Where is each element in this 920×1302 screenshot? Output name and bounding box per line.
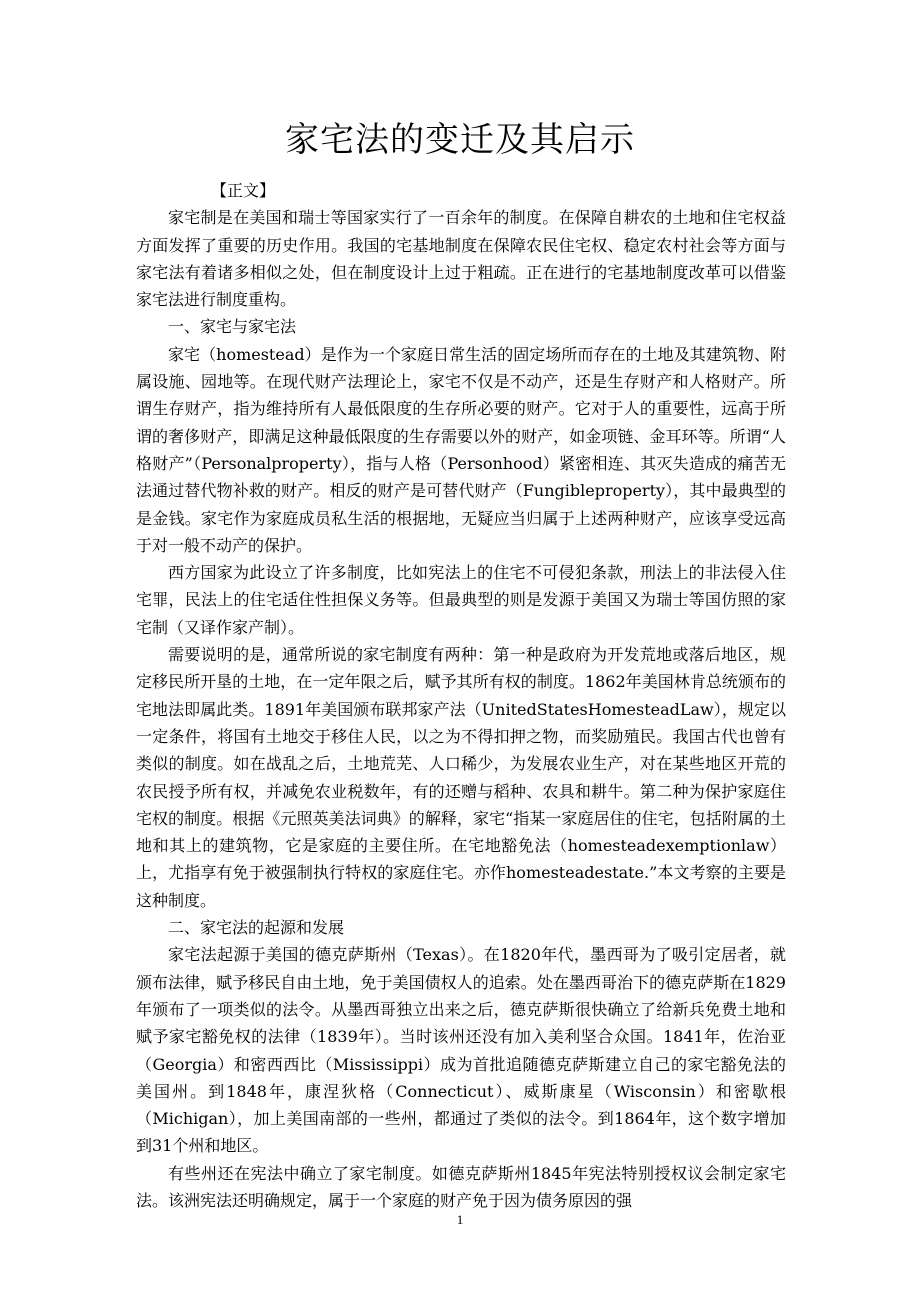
body-paragraph: 需要说明的是，通常所说的家宅制度有两种：第一种是政府为开发荒地或落后地区，规定移民所开垦的土地，在一定年限之后，赋予其所有权的制度。1862年美国林肯总统颁布的宅地法即属此类。1891年美国颁布联邦家产法（UnitedStatesHomesteadLaw），规定以一定条件，将国有土地交于移住人民，以之为不得扣押之物，而奖励殖民。我国古代也曾有类似的制度。如在战乱之后，土地荒芜、人口稀少，为发展农业生产，对在某些地区开荒的农民授予所有权，并减免农业税数年，有的还赠与稻种、农具和耕牛。第二种为保护家庭住宅权的制度。根据《元照英美法词典》的解释，家宅“指某一家庭居住的住宅，包括附属的土地和其上的建筑物，它是家庭的主要住所。在宅地豁免法（homesteadexemptionlaw）上，尤指享有免于被强制执行特权的家庭住宅。亦作homesteadestate.”本文考察的主要是这种制度。 — [136, 645, 786, 910]
body-paragraph: 有些州还在宪法中确立了家宅制度。如德克萨斯州1845年宪法特别授权议会制定家宅法。该洲宪法还明确规定，属于一个家庭的财产免于因为债务原因的强 — [136, 1163, 786, 1210]
abstract-paragraph: 家宅制是在美国和瑞士等国家实行了一百余年的制度。在保障自耕农的土地和住宅权益方面发挥了重要的历史作用。我国的宅基地制度在保障农民住宅权、稳定农村社会等方面与家宅法有着诸多相似之处，但在制度设计上过于粗疏。正在进行的宅基地制度改革可以借鉴家宅法进行制度重构。 — [136, 208, 786, 310]
document-body — [136, 177, 786, 1214]
page-number: 1 — [456, 1212, 464, 1227]
section-heading-2: 二、家宅法的起源和发展 — [168, 918, 345, 938]
section-heading-1: 一、家宅与家宅法 — [168, 317, 297, 337]
document-title: 家宅法的变迁及其启示 — [285, 120, 635, 160]
body-paragraph: 家宅（homestead）是作为一个家庭日常生活的固定场所而存在的土地及其建筑物、附属设施、园地等。在现代财产法理论上，家宅不仅是不动产，还是生存财产和人格财产。所谓生存财产，指为维持所有人最低限度的生存所必要的财产。它对于人的重要性，远高于所谓的奢侈财产，即满足这种最低限度的生存需要以外的财产，如金项链、金耳环等。所谓“人格财产”（Personalproperty），指与人格（Personhood）紧密相连、其灭失造成的痛苦无法通过替代物补救的财产。相反的财产是可替代财产（Fungibleproperty），其中最典型的是金钱。家宅作为家庭成员私生活的根据地，无疑应当归属于上述两种财产，应该享受远高于对一般不动产的保护。 — [136, 344, 786, 555]
section-marker: 【正文】 — [211, 181, 276, 200]
body-paragraph: 西方国家为此设立了许多制度，比如宪法上的住宅不可侵犯条款，刑法上的非法侵入住宅罪，民法上的住宅适住性担保义务等。但最典型的则是发源于美国又为瑞士等国仿照的家宅制（又译作家产制）。 — [136, 563, 786, 637]
body-paragraph: 家宅法起源于美国的德克萨斯州（Texas）。在1820年代，墨西哥为了吸引定居者，就颁布法律，赋予移民自由土地，免于美国债权人的追索。处在墨西哥治下的德克萨斯在1829年颁布了一项类似的法令。从墨西哥独立出来之后，德克萨斯很快确立了给新兵免费土地和赋予家宅豁免权的法律（1839年）。当时该州还没有加入美利坚合众国。1841年，佐治亚（Georgia）和密西西比（Mississippi）成为首批追随德克萨斯建立自己的家宅豁免法的美国州。到1848年，康涅狄格（Connecticut）、威斯康星（Wisconsin）和密歇根（Michigan），加上美国南部的一些州，都通过了类似的法令。到1864年，这个数字增加到31个州和地区。 — [136, 945, 786, 1156]
